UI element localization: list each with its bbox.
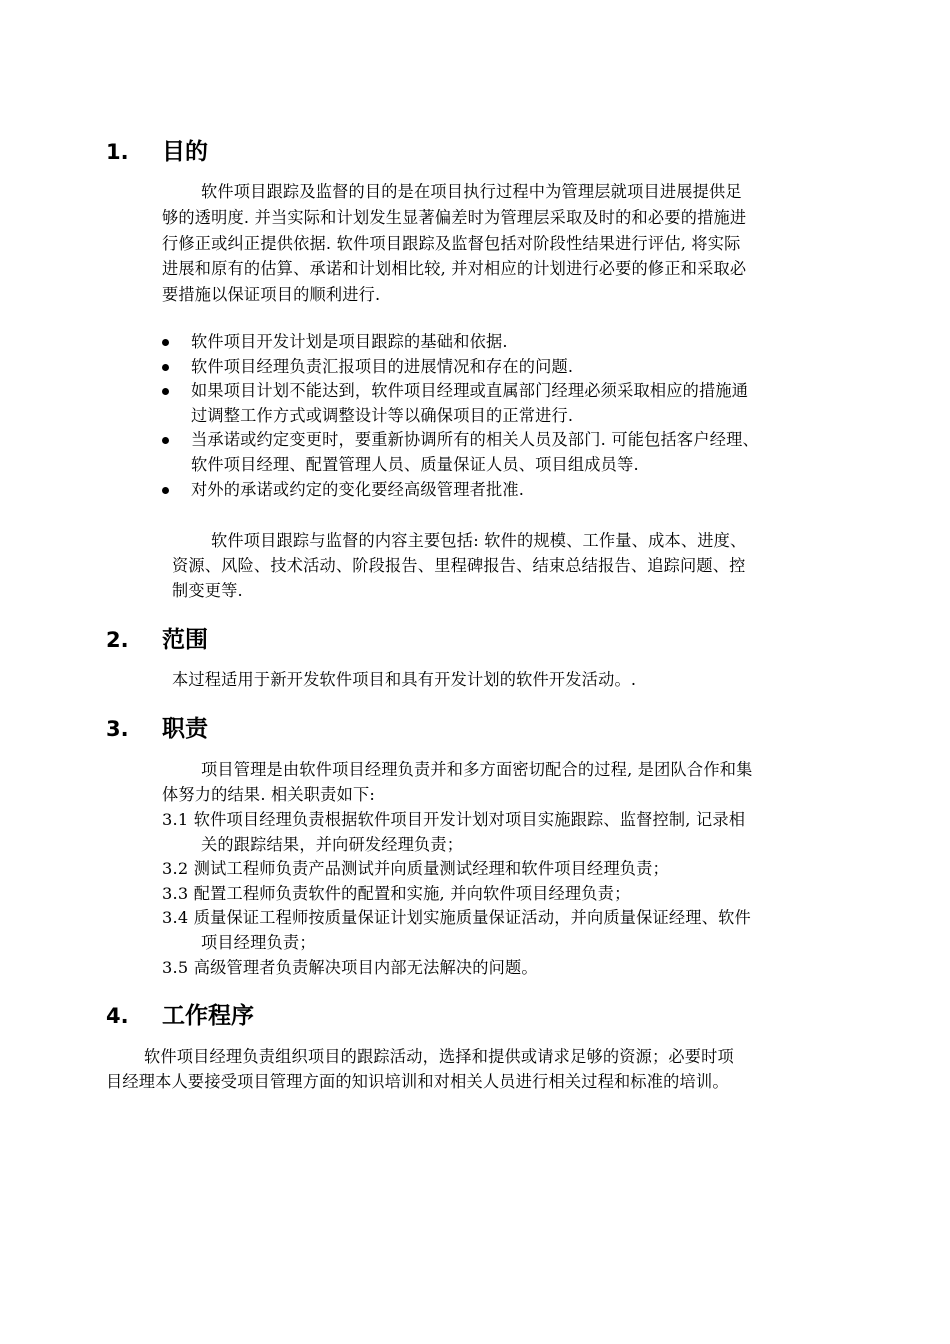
section-1-paragraph-line: 要措施以保证项目的顺利进行. bbox=[162, 285, 381, 304]
section-2-title: 范围 bbox=[162, 627, 208, 653]
section-1-paragraph-line: 进展和原有的估算、承诺和计划相比较, 并对相应的计划进行必要的修正和采取必 bbox=[162, 259, 747, 278]
responsibility-item-3-1-continued: 关的跟踪结果，并向研发经理负责； bbox=[201, 835, 464, 854]
responsibility-item-3-4: 3.4 质量保证工程师按质量保证计划实施质量保证活动，并向质量保证经理、软件 bbox=[162, 908, 751, 927]
responsibility-item-3-1: 3.1 软件项目经理负责根据软件项目开发计划对项目实施跟踪、监督控制, 记录相 bbox=[162, 810, 746, 829]
section-4-title: 工作程序 bbox=[162, 1003, 254, 1029]
section-3-intro-line: 体努力的结果. 相关职责如下: bbox=[162, 785, 375, 804]
section-4-body-line: 软件项目经理负责组织项目的跟踪活动，选择和提供或请求足够的资源；必要时项 bbox=[144, 1047, 734, 1066]
bullet-dot bbox=[162, 487, 169, 494]
section-2-number: 2. bbox=[106, 628, 129, 652]
responsibility-item-3-3: 3.3 配置工程师负责软件的配置和实施, 并向软件项目经理负责； bbox=[162, 884, 631, 903]
section-2-body: 本过程适用于新开发软件项目和具有开发计划的软件开发活动。. bbox=[172, 670, 637, 689]
section-4-body-line: 目经理本人要接受项目管理方面的知识培训和对相关人员进行相关过程和标准的培训。 bbox=[106, 1072, 729, 1091]
bullet-item-4: 当承诺或约定变更时，要重新协调所有的相关人员及部门. 可能包括客户经理、 bbox=[191, 430, 759, 449]
responsibility-item-3-2: 3.2 测试工程师负责产品测试并向质量测试经理和软件项目经理负责； bbox=[162, 859, 669, 878]
section-1-content-line: 软件项目跟踪与监督的内容主要包括: 软件的规模、工作量、成本、进度、 bbox=[211, 531, 747, 550]
bullet-item-5: 对外的承诺或约定的变化要经高级管理者批准. bbox=[191, 480, 525, 499]
section-3-number: 3. bbox=[106, 717, 129, 741]
bullet-item-2: 软件项目经理负责汇报项目的进展情况和存在的问题. bbox=[191, 357, 574, 376]
bullet-dot bbox=[162, 388, 169, 395]
section-1-paragraph-line: 行修正或纠正提供依据. 软件项目跟踪及监督包括对阶段性结果进行评估, 将实际 bbox=[162, 234, 741, 253]
bullet-item-1: 软件项目开发计划是项目跟踪的基础和依据. bbox=[191, 332, 508, 351]
section-3-title: 职责 bbox=[162, 716, 208, 742]
section-1-paragraph-line: 软件项目跟踪及监督的目的是在项目执行过程中为管理层就项目进展提供足 bbox=[201, 182, 742, 201]
responsibility-item-3-5: 3.5 高级管理者负责解决项目内部无法解决的问题。 bbox=[162, 958, 538, 977]
bullet-dot bbox=[162, 437, 169, 444]
section-4-number: 4. bbox=[106, 1004, 129, 1028]
bullet-dot bbox=[162, 339, 169, 346]
bullet-item-3-continued: 过调整工作方式或调整设计等以确保项目的正常进行. bbox=[191, 406, 574, 425]
bullet-dot bbox=[162, 364, 169, 371]
section-1-content-line: 制变更等. bbox=[172, 581, 243, 600]
section-1-title: 目的 bbox=[162, 139, 208, 165]
responsibility-item-3-4-continued: 项目经理负责； bbox=[201, 933, 316, 952]
section-1-number: 1. bbox=[106, 140, 129, 164]
section-3-intro-line: 项目管理是由软件项目经理负责并和多方面密切配合的过程, 是团队合作和集 bbox=[201, 760, 753, 779]
section-1-content-line: 资源、风险、技术活动、阶段报告、里程碑报告、结束总结报告、追踪问题、控 bbox=[172, 556, 746, 575]
bullet-item-3: 如果项目计划不能达到，软件项目经理或直属部门经理必须采取相应的措施通 bbox=[191, 381, 749, 400]
section-1-paragraph-line: 够的透明度. 并当实际和计划发生显著偏差时为管理层采取及时的和必要的措施进 bbox=[162, 208, 747, 227]
bullet-item-4-continued: 软件项目经理、配置管理人员、质量保证人员、项目组成员等. bbox=[191, 455, 639, 474]
